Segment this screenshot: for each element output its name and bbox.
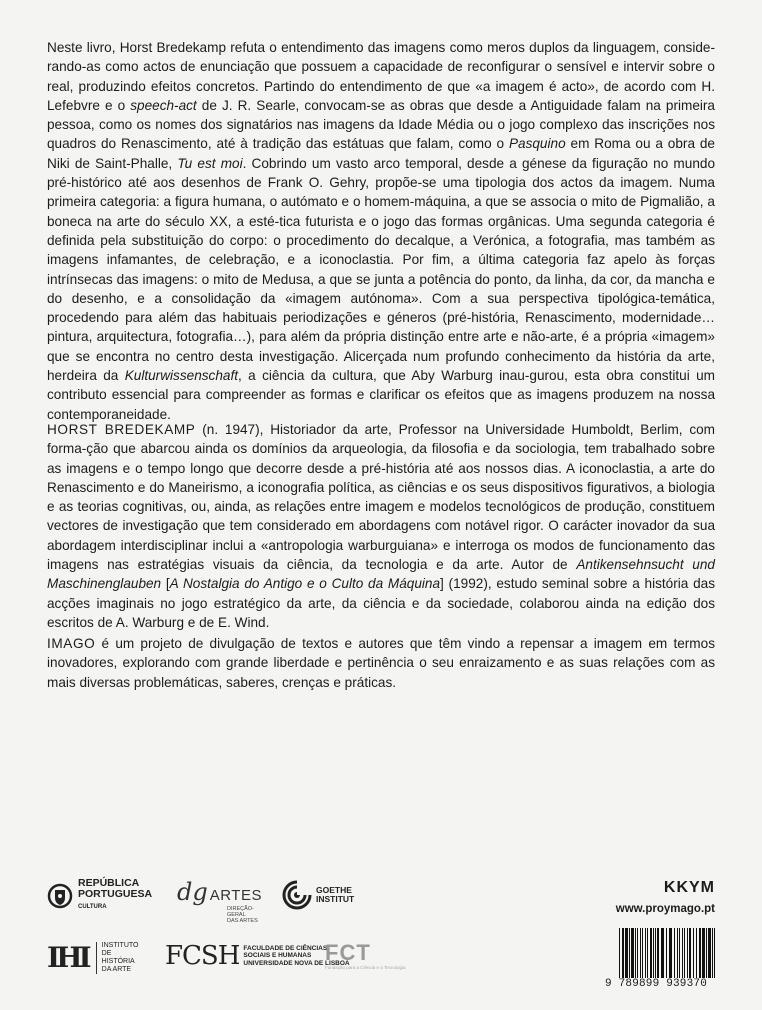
barcode-bar	[619, 928, 620, 978]
website-link[interactable]: www.proymago.pt	[615, 903, 715, 915]
publisher-name: KKYM	[663, 879, 715, 896]
barcode-bar	[674, 928, 675, 978]
barcode-bar	[714, 928, 715, 978]
author-name: HORST BREDEKAMP	[47, 422, 196, 437]
barcode-bar	[666, 928, 667, 978]
ihi-logo: IHI INSTITUTO DE HISTÓRIA DA ARTE	[47, 941, 139, 974]
barcode-bar	[699, 928, 701, 978]
barcode-bar	[661, 928, 664, 978]
collection-paragraph: IMAGO é um projeto de divulgação de textos e autores que têm vindo a repensar a imagem em termos inovadores, explorando com grande liberdade e pertinência o seu enraizamento e as suas relações com as mais diversas problemáticas, saberes, crenças e práticas.	[47, 636, 715, 690]
fcsh-logo: FCSH FACULDADE DE CIÊNCIAS SOCIAIS E HUMANAS UNIVERSIDADE NOVA DE LISBOA	[165, 941, 350, 971]
goethe-swirl-icon	[282, 880, 312, 910]
barcode-bar	[702, 928, 705, 978]
goethe-institut-logo: GOETHE INSTITUT	[282, 880, 354, 910]
barcode-bar	[642, 928, 643, 978]
fct-logo: FCT Fundação para a Ciência e a Tecnologia	[325, 940, 406, 970]
barcode-bar	[679, 928, 680, 978]
dgartes-logo: dg ARTES DIREÇÃO-GERAL DAS ARTES	[177, 878, 262, 924]
barcode-bar	[684, 928, 685, 978]
isbn-number: 9 789899 939370	[605, 978, 708, 990]
author-bio-paragraph: HORST BREDEKAMP (n. 1947), Historiador da arte, Professor na Universidade Humboldt, Berlim, com forma-ção que abarcou ainda os domínios da arqueologia, da filosofia e da sociologia, tem trabalhado sobre as imagens e o tempo longo que decorre desde a pré-história até aos nossos dias. A iconoclastia, a arte do Renascimento e do Maneirismo, a iconografia política, as ciências e os seus dispositivos figurativos, a biologia e as teorias cognitivas, ou, ainda, as relações entre imagem e modelos tecnológicos de produção, constituem vectores de investigação que tem considerado em abordagens com notável rigor. O carácter inovador da sua abordagem interdisciplinar inclui a «antropologia warburguiana» e interroga os modos de funcionamento das imagens nas estratégias visuais da ciência, da tecnologia e da arte. Autor de Antikensehnsucht und Maschinenglauben [A Nostalgia do Antigo e o Culto da Máquina] (1992), estudo seminal sobre a história das acções imaginais no jogo estratégico da arte, da ciência e da sociedade, colaborou ainda na edição dos escritos de A. Warburg e de E. Wind.	[47, 422, 716, 630]
barcode-bar	[669, 928, 672, 978]
synopsis-paragraph: Neste livro, Horst Bredekamp refuta o entendimento das imagens como meros duplos da linguagem, conside-rando-as como actos de enunciação que possuem a capacidade de reconfigurar o sensível e intervir sobre o real, produzindo efeitos concretos. Partindo do entendimento de que «a imagem é acto», de acordo com H. Lefebvre e o speech-act de J. R. Searle, convocam-se as obras que desde a Antiguidade falam na primeira pessoa, como os nomes dos signatários nas imagens da Idade Média ou o jogo complexo das inscrições nos quadros do Renascimento, até à tradição das estátuas que falam, como o Pasquino em Roma ou a obra de Niki de Saint-Phalle, Tu est moi. Cobrindo um vasto arco temporal, desde a génese da figuração no mundo pré-histórico até aos desenhos de Frank O. Gehry, propõe-se uma tipologia dos actos da imagem. Numa primeira categoria: a figura humana, o autómato e o homem-máquina, a que se associa o mito de Pigmalião, a boneca na arte do século XX, a esté-tica futurista e o jogo das formas orgânicas. Uma segunda categoria é definida pela substituição do corpo: o procedimento do decalque, a Verónica, a fotografia, mas também as imagens infamantes, de celebração, e a iconoclastia. Por fim, a última categoria faz apelo às forças intrínsecas das imagens: o mito de Medusa, a que se junta a potência do ponto, da linha, da cor, da mancha e do desenho, e a consolidação da «imagem autónoma». Com a sua perspectiva tipológica-temática, procedendo para além das habituais periodizações e géneros (pré-história, Renascimento, modernidade… pintura, arquitectura, fotografia…), para além da própria distinção entre arte e não-arte, é a própria «imagem» que se encontra no centro desta investigação. Alicerçada num profundo conhecimento da história da arte, herdeira da Kulturwissenschaft, a ciência da cultura, que Aby Warburg inau-gurou, esta obra constitui um contributo essencial para compreender as formas e clarificar os efeitos que as imagens produzem na nossa contemporaneidade.	[47, 40, 715, 422]
isbn-barcode	[619, 928, 715, 982]
barcode-bar	[706, 928, 707, 978]
barcode-bar	[622, 928, 624, 978]
barcode-bar	[640, 928, 641, 978]
collection-name: IMAGO	[47, 636, 96, 651]
barcode-bar	[637, 928, 638, 978]
barcode-bar	[712, 928, 713, 978]
barcode-bar	[631, 928, 634, 978]
republica-portuguesa-logo: REPÚBLICA PORTUGUESA CULTURA	[47, 878, 152, 913]
barcode-bar	[629, 928, 630, 978]
barcode-bar	[635, 928, 636, 978]
coat-of-arms-icon	[47, 881, 73, 911]
barcode-bar	[650, 928, 652, 978]
barcode-bar	[647, 928, 648, 978]
barcode-bar	[677, 928, 678, 978]
sponsor-logos	[47, 878, 467, 978]
barcode-bar	[682, 928, 683, 978]
barcode-bar	[655, 928, 656, 978]
barcode-bar	[653, 928, 654, 978]
barcode-bar	[693, 928, 694, 978]
barcode-bar	[657, 928, 659, 978]
barcode-bar	[689, 928, 691, 978]
barcode-bar	[625, 928, 628, 978]
barcode-bar	[645, 928, 646, 978]
barcode-bar	[687, 928, 688, 978]
barcode-bar	[708, 928, 711, 978]
barcode-bar	[696, 928, 697, 978]
